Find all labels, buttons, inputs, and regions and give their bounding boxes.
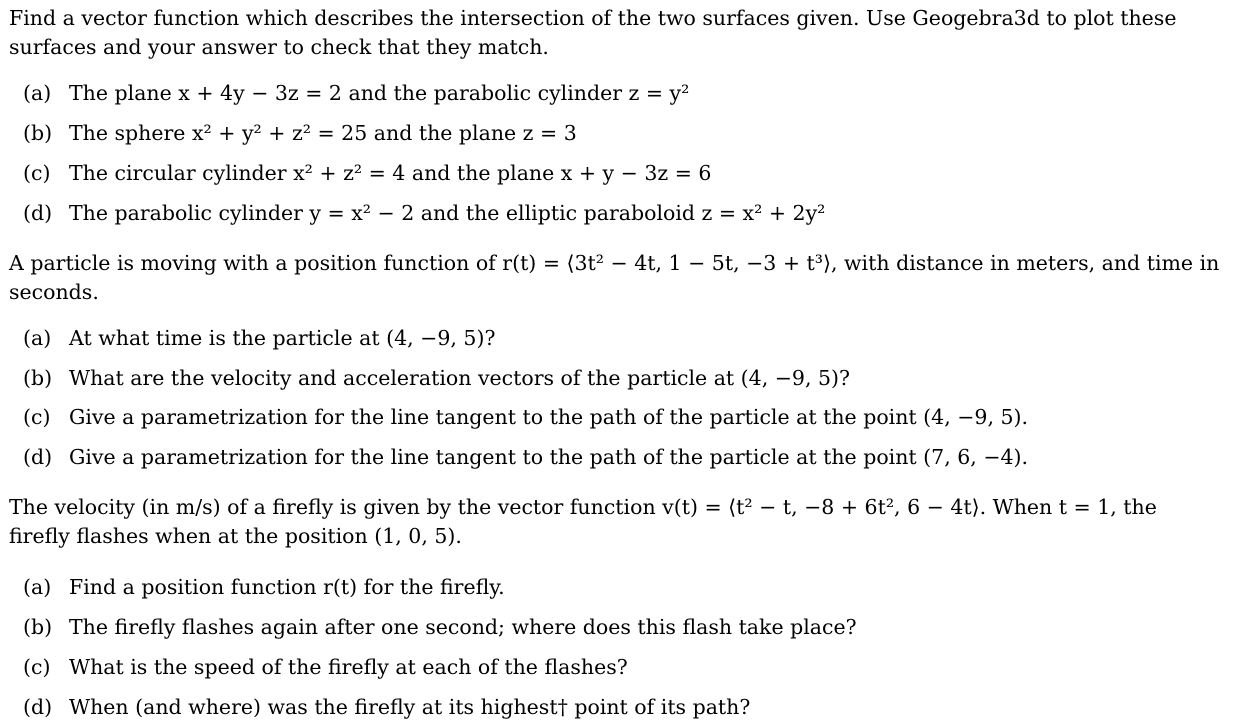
- item-label: (b): [23, 615, 53, 639]
- item-label: (c): [23, 655, 51, 679]
- section3-item-d: [23, 693, 750, 721]
- item-label: (a): [23, 81, 52, 105]
- section3-intro: The velocity (in m/s) of a firefly is given by the vector function v(t) = ⟨t² − t, −8 + 6t², 6 − 4t⟩. When t = 1, the firefly flashes when at the position (1, 0, 5).: [9, 495, 1157, 548]
- item-label: (b): [23, 121, 53, 145]
- section1-item-b: [23, 119, 577, 147]
- item-text: The sphere x² + y² + z² = 25 and the plane z = 3: [69, 121, 577, 145]
- section2-item-c: [23, 403, 1028, 431]
- item-text: Find a position function r(t) for the firefly.: [69, 575, 505, 599]
- section1-item-c: [23, 159, 711, 187]
- section2-item-a: [23, 324, 495, 352]
- section2-item-b: [23, 364, 850, 392]
- section3-item-a: [23, 573, 505, 601]
- section1-intro: Find a vector function which describes the intersection of the two surfaces given. Use Geogebra3d to plot these surfaces and your answer to check that they match.: [9, 6, 1177, 59]
- item-text: What are the velocity and acceleration vectors of the particle at (4, −9, 5)?: [69, 366, 851, 390]
- item-text: Give a parametrization for the line tangent to the path of the particle at the point (4, −9, 5).: [69, 405, 1029, 429]
- item-label: (d): [23, 695, 53, 719]
- item-text: What is the speed of the firefly at each of the flashes?: [69, 655, 628, 679]
- item-label: (c): [23, 405, 51, 429]
- section2-intro: A particle is moving with a position function of r(t) = ⟨3t² − 4t, 1 − 5t, −3 + t³⟩, with distance in meters, and time in seconds.: [9, 251, 1220, 304]
- item-label: (c): [23, 161, 51, 185]
- section1-item-a: [23, 79, 689, 107]
- item-text: At what time is the particle at (4, −9, 5)?: [69, 326, 496, 350]
- item-label: (b): [23, 366, 53, 390]
- section1-item-d: [23, 199, 825, 227]
- item-text: The plane x + 4y − 3z = 2 and the parabolic cylinder z = y²: [69, 81, 690, 105]
- section2-item-d: [23, 443, 1028, 471]
- item-label: (a): [23, 575, 52, 599]
- item-text: When (and where) was the firefly at its highest† point of its path?: [69, 695, 751, 719]
- item-label: (d): [23, 445, 53, 469]
- section3-item-b: [23, 613, 857, 641]
- item-label: (a): [23, 326, 52, 350]
- item-text: Give a parametrization for the line tangent to the path of the particle at the point (7, 6, −4).: [69, 445, 1029, 469]
- section3-item-c: [23, 653, 628, 681]
- item-label: (d): [23, 201, 53, 225]
- item-text: The firefly flashes again after one second; where does this flash take place?: [69, 615, 857, 639]
- item-text: The parabolic cylinder y = x² − 2 and the elliptic paraboloid z = x² + 2y²: [69, 201, 826, 225]
- item-text: The circular cylinder x² + z² = 4 and the plane x + y − 3z = 6: [69, 161, 712, 185]
